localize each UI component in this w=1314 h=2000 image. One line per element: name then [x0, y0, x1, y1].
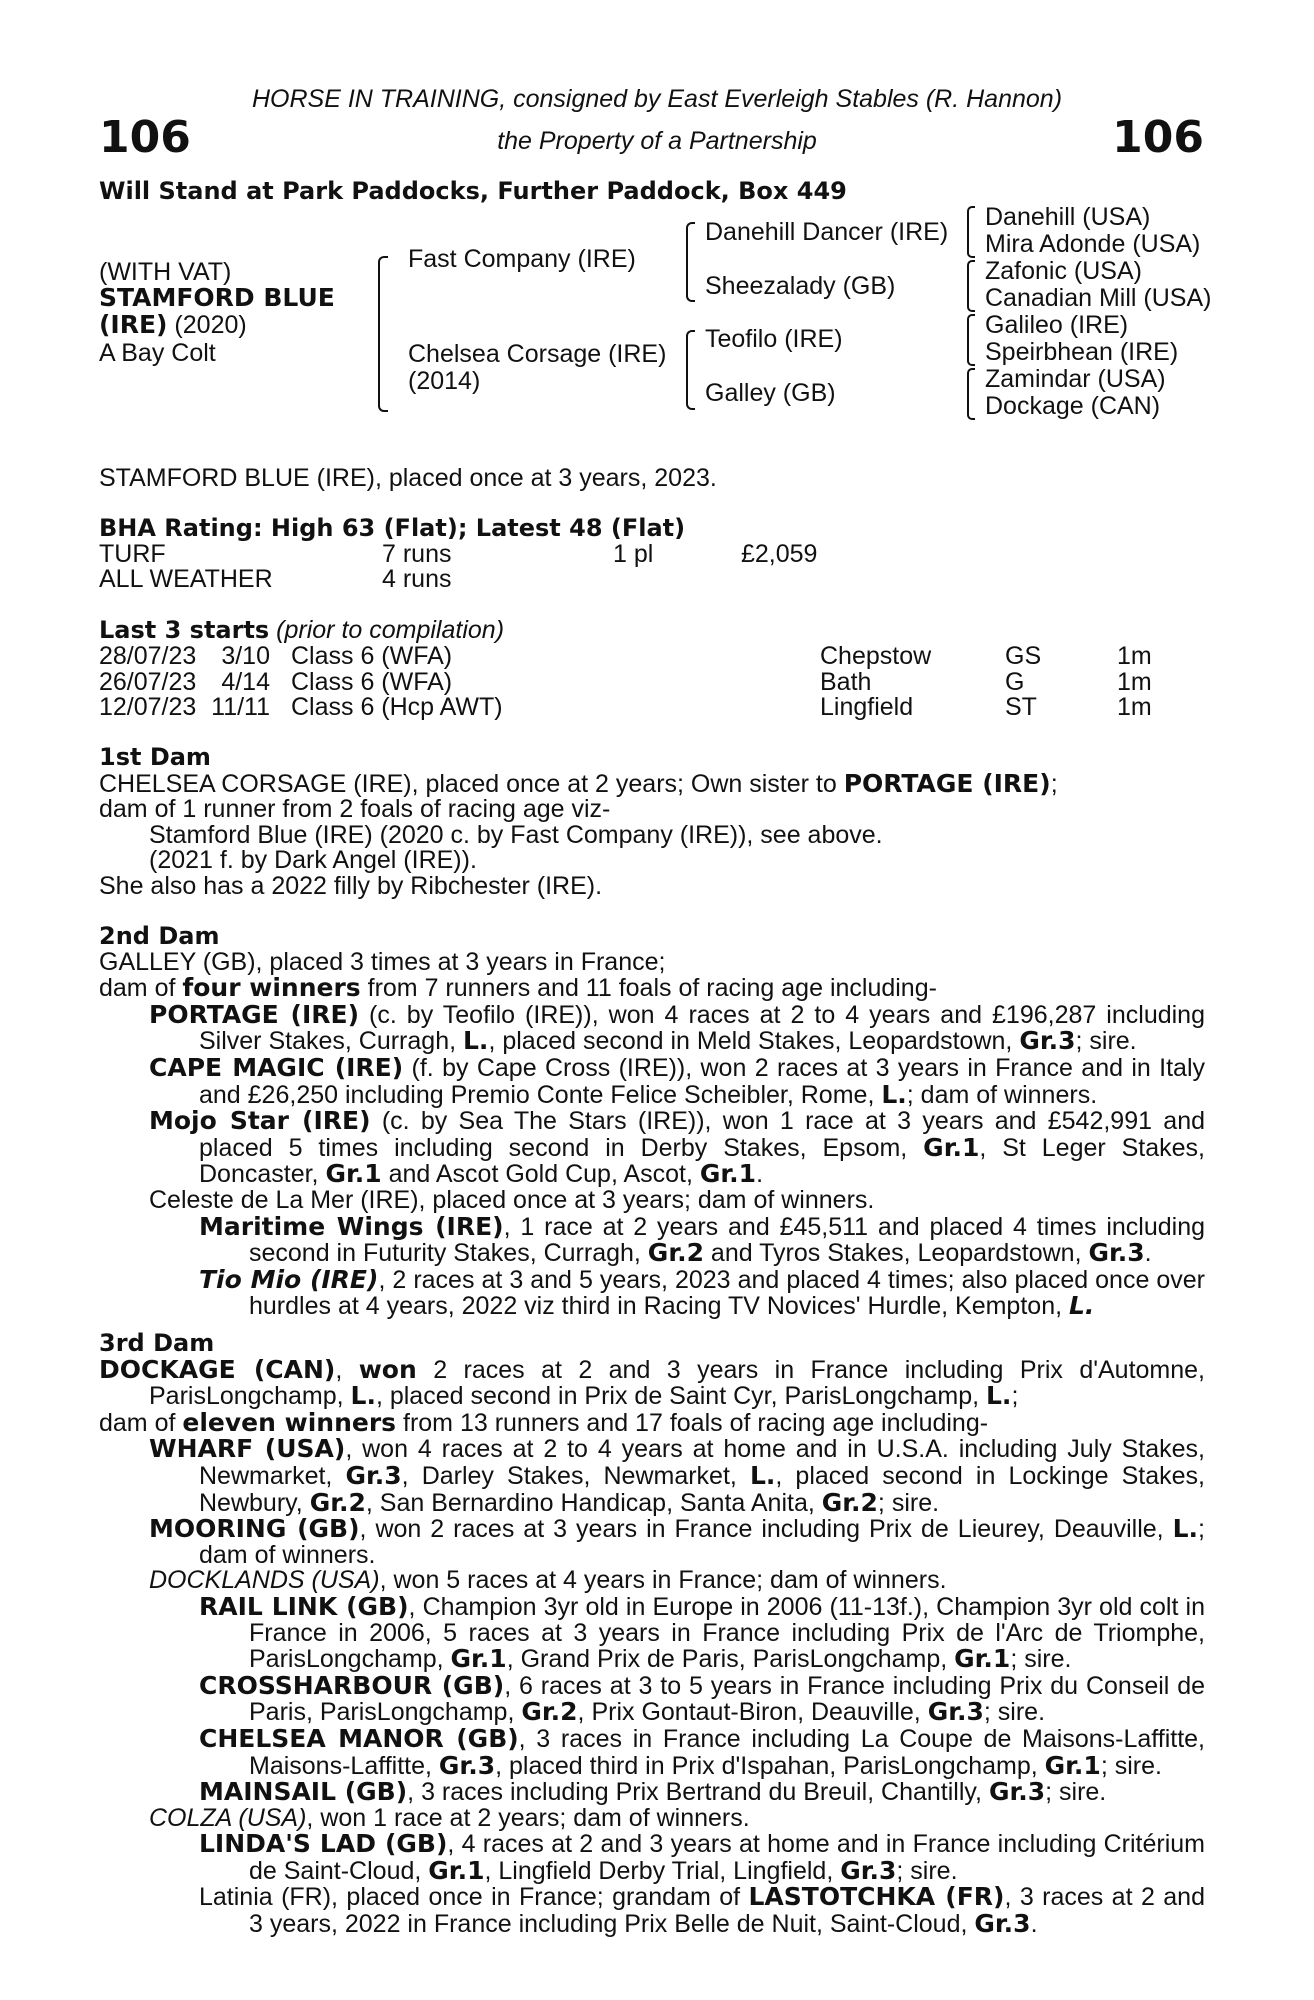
produce-entry: PORTAGE (IRE) (c. by Teofilo (IRE)), won 4 races at 2 to 4 years and £196,287 including Silver Stakes, Curragh, L., placed second in Meld Stakes, Leopardstown, Gr.3; sire.: [149, 999, 1205, 1056]
first-dam-produce: dam of 1 runner from 2 foals of racing age viz-: [99, 795, 611, 824]
second-dam-section: [99, 924, 1205, 1320]
produce-entry: MOORING (GB), won 2 races at 3 years in France including Prix de Lieurey, Deauville, L.; dam of winners.: [149, 1514, 1205, 1569]
produce-entry: Celeste de La Mer (IRE), placed once at 3 years; dam of winners.: [149, 1185, 875, 1214]
vat-note: (WITH VAT): [99, 258, 232, 286]
surface-turf: TURF: [99, 540, 166, 568]
start-going: GS: [1005, 642, 1042, 670]
horse-name: STAMFORD BLUE: [99, 283, 335, 312]
dam: Chelsea Corsage (IRE): [408, 340, 667, 368]
dam-dam-sire: Zamindar (USA): [985, 365, 1166, 393]
start-date: 28/07/23: [99, 642, 197, 670]
sire-dam-sire: Zafonic (USA): [985, 257, 1142, 285]
sire-sire: Danehill Dancer (IRE): [705, 218, 949, 246]
turf-placed: 1 pl: [613, 540, 654, 568]
consignor-line: HORSE IN TRAINING, consigned by East Everleigh Stables (R. Hannon): [251, 85, 1063, 113]
produce-item: Stamford Blue (IRE) (2020 c. by Fast Company (IRE)), see above.: [149, 820, 883, 849]
race-summary: STAMFORD BLUE (IRE), placed once at 3 years, 2023.: [99, 464, 717, 492]
start-going: G: [1005, 668, 1025, 696]
produce-entry: COLZA (USA), won 1 race at 2 years; dam of winners.: [149, 1803, 750, 1832]
sire-dam: Sheezalady (GB): [705, 272, 896, 300]
third-dam-heading: 3rd Dam: [99, 1329, 215, 1357]
grandproduce-entry: CHELSEA MANOR (GB), 3 races in France including La Coupe de Maisons-Laffitte, Maisons-Laffitte, Gr.3, placed third in Prix d'Ispahan, ParisLongchamp, Gr.1; sire.: [199, 1723, 1205, 1780]
dam-year: (2014): [408, 367, 481, 395]
start-date: 12/07/23: [99, 693, 197, 721]
third-dam-line: DOCKAGE (CAN), won 2 races at 2 and 3 years in France including Prix d'Automne, ParisLongchamp, L., placed second in Prix de Saint Cyr, ParisLongchamp, L.;: [99, 1354, 1206, 1411]
first-dam-heading: 1st Dam: [99, 743, 211, 771]
horse-sex: A Bay Colt: [99, 339, 216, 367]
grandproduce-entry: CROSSHARBOUR (GB), 6 races at 3 to 5 years in France including Prix du Conseil de Paris, ParisLongchamp, Gr.2, Prix Gontaut-Biron, Deauville, Gr.3; sire.: [199, 1670, 1206, 1727]
dam-line-brace: [686, 330, 695, 410]
grandproduce-entry: Tio Mio (IRE), 2 races at 3 and 5 years, 2023 and placed 4 times; also placed once over hurdles at 4 years, 2022 viz third in Racing TV Novices' Hurdle, Kempton, L.: [199, 1264, 1206, 1321]
property-line: the Property of a Partnership: [497, 127, 817, 155]
first-dam-note: She also has a 2022 filly by Ribchester (IRE).: [99, 871, 603, 900]
start-going: ST: [1005, 693, 1037, 721]
second-dam-produce: dam of four winners from 7 runners and 11 foals of racing age including-: [99, 973, 937, 1003]
produce-entry: WHARF (USA), won 4 races at 2 to 4 years at home and in U.S.A. including July Stakes, Newmarket, Gr.3, Darley Stakes, Newmarket, L., placed second in Lockinge Stakes, Newbury, Gr.2, San Bernardino Handicap, Santa Anita, Gr.2; sire.: [149, 1434, 1205, 1517]
g3-brace-3: [967, 314, 975, 366]
start-distance: 1m: [1117, 668, 1152, 696]
pedigree-brace: [378, 256, 388, 412]
produce-item: (2021 f. by Dark Angel (IRE)).: [149, 846, 477, 875]
lot-number-left: 106: [99, 112, 191, 163]
first-dam-section: [99, 745, 1205, 900]
produce-entry: DOCKLANDS (USA), won 5 races at 4 years in France; dam of winners.: [149, 1566, 947, 1595]
aw-runs: 4 runs: [382, 565, 452, 593]
sire: Fast Company (IRE): [408, 245, 636, 273]
start-course: Lingfield: [820, 693, 914, 721]
start-course: Bath: [820, 668, 872, 696]
grandproduce-entry: MAINSAIL (GB), 3 races including Prix Bertrand du Breuil, Chantilly, Gr.3; sire.: [199, 1777, 1107, 1807]
lot-number-right: 106: [1112, 112, 1204, 163]
g3-brace-2: [967, 260, 975, 312]
grandproduce-entry: Latinia (FR), placed once in France; grandam of LASTOTCHKA (FR), 3 races at 2 and 3 years, 2022 in France including Prix Belle de Nuit, Saint-Cloud, Gr.3.: [199, 1882, 1205, 1939]
g3-brace-1: [967, 206, 975, 258]
produce-entry: CAPE MAGIC (IRE) (f. by Cape Cross (IRE)), won 2 races at 3 years in France and in Italy and £26,250 including Premio Conte Felice Scheibler, Rome, L.; dam of winners.: [149, 1052, 1206, 1109]
grandproduce-entry: RAIL LINK (GB), Champion 3yr old in Europe in 2006 (11-13f.), Champion 3yr old colt in France in 2006, 5 races at 3 years in France including Prix de l'Arc de Triomphe, ParisLongchamp, Gr.1, Grand Prix de Paris, ParisLongchamp, Gr.1; sire.: [199, 1591, 1205, 1674]
bha-rating: BHA Rating: High 63 (Flat); Latest 48 (Flat): [99, 514, 686, 542]
g3-brace-4: [967, 368, 975, 420]
start-class: Class 6 (WFA): [291, 668, 453, 696]
horse-name-line2: (IRE) (2020): [99, 310, 247, 339]
third-dam-section: [99, 1331, 1205, 1938]
turf-runs: 7 runs: [382, 540, 452, 568]
grandproduce-entry: Maritime Wings (IRE), 1 race at 2 years and £45,511 and placed 4 times including second in Futurity Stakes, Curragh, Gr.2 and Tyros Stakes, Leopardstown, Gr.3.: [199, 1211, 1205, 1268]
stand-location: Will Stand at Park Paddocks, Further Paddock, Box 449: [99, 177, 847, 205]
third-dam-produce: dam of eleven winners from 13 runners and 17 foals of racing age including-: [99, 1407, 989, 1437]
produce-entry: Mojo Star (IRE) (c. by Sea The Stars (IRE)), won 1 race at 3 years and £542,991 and placed 5 times including second in Derby Stakes, Epsom, Gr.1, St Leger Stakes, Doncaster, Gr.1 and Ascot Gold Cup, Ascot, Gr.1.: [149, 1106, 1206, 1189]
sire-line-brace: [686, 222, 695, 302]
start-pos: 11/11: [211, 693, 270, 721]
second-dam-line: GALLEY (GB), placed 3 times at 3 years in France;: [99, 947, 666, 976]
dam-dam: Galley (GB): [705, 379, 836, 407]
turf-prize: £2,059: [741, 540, 818, 568]
start-course: Chepstow: [820, 642, 932, 670]
surface-aw: ALL WEATHER: [99, 565, 273, 593]
start-date: 26/07/23: [99, 668, 197, 696]
sire-dam-dam: Canadian Mill (USA): [985, 284, 1212, 312]
start-distance: 1m: [1117, 693, 1152, 721]
start-distance: 1m: [1117, 642, 1152, 670]
start-class: Class 6 (WFA): [291, 642, 453, 670]
first-dam-line: CHELSEA CORSAGE (IRE), placed once at 2 years; Own sister to PORTAGE (IRE);: [99, 768, 1058, 798]
second-dam-heading: 2nd Dam: [99, 922, 220, 950]
start-pos: 4/14: [221, 668, 270, 696]
start-class: Class 6 (Hcp AWT): [291, 693, 503, 721]
last-starts-heading: Last 3 starts (prior to compilation): [99, 616, 505, 644]
sire-sire-dam: Mira Adonde (USA): [985, 230, 1201, 258]
sire-sire-sire: Danehill (USA): [985, 203, 1151, 231]
grandproduce-entry: LINDA'S LAD (GB), 4 races at 2 and 3 years at home and in France including Critérium de Saint-Cloud, Gr.1, Lingfield Derby Trial, Lingfield, Gr.3; sire.: [199, 1829, 1205, 1885]
start-pos: 3/10: [221, 642, 270, 670]
dam-sire-sire: Galileo (IRE): [985, 311, 1129, 339]
dam-sire-dam: Speirbhean (IRE): [985, 338, 1179, 366]
dam-sire: Teofilo (IRE): [705, 325, 843, 353]
dam-dam-dam: Dockage (CAN): [985, 392, 1161, 420]
